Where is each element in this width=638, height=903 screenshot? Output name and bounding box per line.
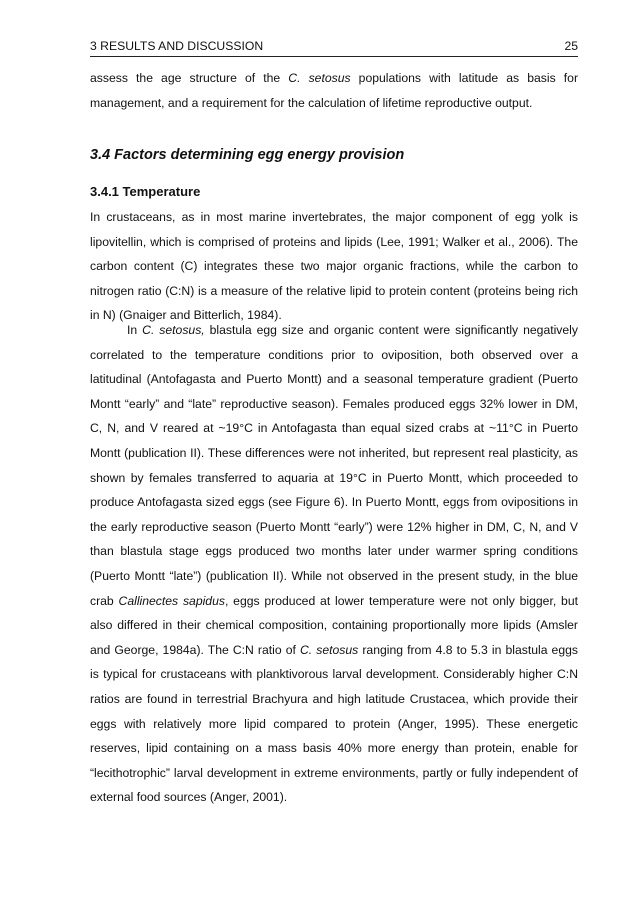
page-number: 25	[564, 39, 578, 53]
section-title: 3.4 Factors determining egg energy provision	[90, 147, 405, 163]
species-name: C. setosus,	[142, 323, 205, 337]
species-name: C. setosus	[299, 642, 359, 657]
para2-text-2: blastula egg size and organic content were significantly negatively correlated to the temperature conditions prior to oviposition, both observed over a latitudinal (Antofagasta and Puerto Montt) and a seasonal temperature gradient (Puerto Montt “early” and “late” reproductive season). Females produced eggs 32% lower in DM, C, N, and V reared at ~19°C in Antofagasta than equal sized crabs at ~11°C in Puerto Montt (publication II). These differences were not inherited, but represent real plasticity, as shown by females transferred to aquaria at 19°C in Puerto Montt, which proceeded to produce Antofagasta sized eggs (see Figure 6). In Puerto Montt, eggs from ovipositions in the early reproductive season (Puerto Montt “early”) were 12% higher in DM, C, N, and V than blastula stage eggs produced two months later under warmer spring conditions (Puerto Montt “late”) (publication II). While not observed in the present study, in the blue crab	[90, 323, 578, 608]
intro-text-2: populations with latitude as basis for management, and a requirement for the calculation of lifetime reproductive output.	[90, 71, 579, 110]
para2-text-1: In	[127, 323, 143, 337]
para2-text-3: , eggs produced at lower temperature were not only bigger, but also differed in their chemical composition, containing proportionally more lipids (Amsler and George, 1984a). The C:N ratio of	[90, 593, 578, 657]
paragraph-lipovitellin: In crustaceans, as in most marine invertebrates, the major component of egg yolk is lipovitellin, which is comprised of proteins and lipids (Lee, 1991; Walker et al., 2006). The carbon content (C) integrates these two major organic fractions, while the carbon to nitrogen ratio (C:N) is a measure of the relative lipid to protein content (proteins being rich in N) (Gnaiger and Bitterlich, 1984).	[90, 210, 578, 323]
subsection-title: 3.4.1 Temperature	[90, 184, 201, 199]
intro-paragraph	[90, 66, 578, 115]
running-header	[90, 36, 578, 57]
species-name: Callinectes sapidus	[118, 593, 225, 608]
paragraph-temperature-effects	[90, 318, 578, 810]
intro-text-1: assess the age structure of the	[90, 71, 289, 85]
species-name: C. setosus	[288, 71, 351, 85]
chapter-heading: 3 RESULTS AND DISCUSSION	[90, 39, 264, 53]
para2-text-4: ranging from 4.8 to 5.3 in blastula eggs is typical for crustaceans with planktivorous larval development. Considerably higher C:N ratios are found in terrestrial Brachyura and high latitude Crustacea, which provide their eggs with relatively more lipid compared to protein (Anger, 1995). These energetic reserves, lipid containing on a mass basis 40% more energy than protein, enable for “lecithotrophic” larval development in extreme environments, partly or fully independent of external food sources (Anger, 2001).	[90, 642, 578, 805]
